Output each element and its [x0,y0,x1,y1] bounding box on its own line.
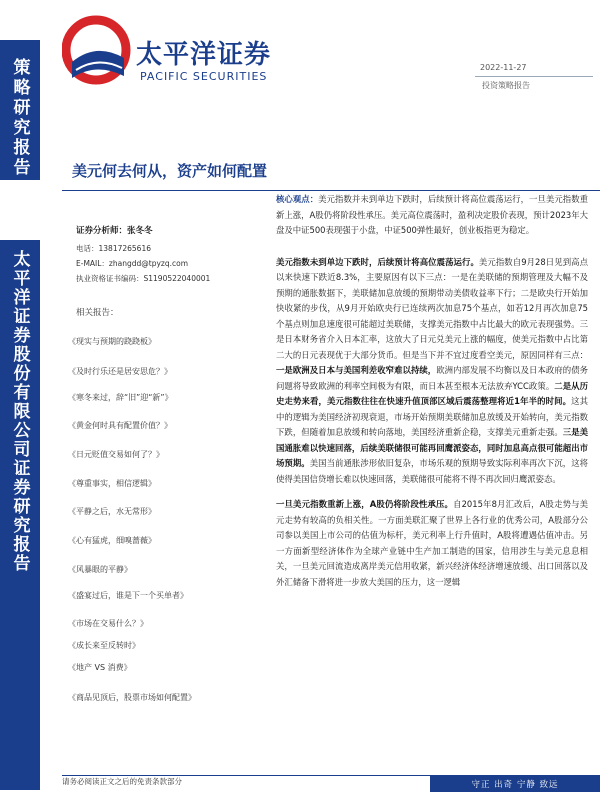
sidebar-report-category: 策略研究报告 [9,58,30,178]
summary-lead: 核心观点： [276,194,319,204]
related-report-item[interactable]: 《现实与预期的跷跷板》 [68,337,156,346]
related-report-item[interactable]: 《黄金何时具有配置价值？》 [68,421,172,430]
footer-disclaimer: 请务必阅读正文之后的免责条款部分 [62,777,182,786]
related-report-item[interactable]: 《地产 VS 消费》 [68,663,132,672]
related-report-item[interactable]: 《寒冬来过，辞“旧”迎“新”》 [68,393,173,402]
related-report-item[interactable]: 《日元贬值交易如何了？》 [68,450,164,459]
report-date: 2022-11-27 [480,63,527,72]
report-type: 投资策略报告 [482,81,530,90]
section1-point1: 一是欧洲及日本与美国利差收窄难以持续， [276,365,437,375]
analyst-name: 证券分析师：张冬冬 [76,226,153,236]
footer-motto: 守正 出奇 宁静 致远 [430,775,600,792]
related-report-item[interactable]: 《平静之后，水无常形》 [68,507,156,516]
sidebar [0,0,40,792]
section2-body: 自2015年8月汇改后，A股走势与美元走势有较高的负相关性。一方面美联汇聚了世界上各行业的优秀公司，A股部分公司参以美国上市公司的估值为标杆，美元利率上行升值时，A股将遭遇估值冲击。另一方面新型经济体作为全球产业链中生产加工制造的国家，信用涉生与美元息息相关，一旦美元回流造成离岸美元信用收紧，新兴经济体经济增速放缓、出口回落以及外汇储备下滑将进一步放大美国的压力，这一逻辑 [276,499,589,587]
section2-paragraph [276,497,588,590]
analyst-email[interactable]: E-MAIL：zhangdd@tpyzq.com [76,259,188,268]
company-logo [62,12,272,92]
section2-heading: 一旦美元指数重新上涨，A股仍将阶段性承压。 [276,499,454,509]
report-title: 美元何去何从，资产如何配置 [72,162,268,180]
summary-text: 美元指数并未到单边下跌时，后续预计将高位震荡运行，一旦美元指数重新上涨，A股仍将阶段性承压。美元高位震荡时，盈利决定股价表现，预计2023年大盘及中证500表现强于小盘，中证500弹性最好，创业板指更为稳定。 [276,194,588,235]
report-body [276,192,588,590]
section1-paragraph [276,255,588,488]
analyst-license: 执业资格证书编码：S1190522040001 [76,274,211,283]
pacific-logo-icon [62,12,134,92]
section1-point3: 三是美国通胀难以快速回落，后续美联储很可能再回鹰派姿态，同时加息高点很可能超出市场预期。 [276,427,589,468]
company-name-cn: 太平洋证券 [136,40,272,70]
analyst-phone: 电话：13817265616 [76,244,151,253]
related-report-item[interactable]: 《风暴眼的平静》 [68,565,132,574]
related-report-item[interactable]: 《及时行乐还是居安思危？》 [68,367,172,376]
sidebar-bottom-band [0,240,40,790]
summary-paragraph [276,192,588,239]
related-report-item[interactable]: 《心有猛虎，细嗅蔷薇》 [68,536,156,545]
related-report-item[interactable]: 《商品见顶后，股票市场如何配置》 [68,693,196,702]
related-report-item[interactable]: 《市场在交易什么？》 [68,619,148,628]
section1-body3: 这其中的逻辑为美国经济初现衰退，市场开始预期美联储加息放缓及开始转向，美元指数下跌，但随着加息放缓和转向落地，美国经济重新企稳，支撑美元重新走强。 [276,396,589,437]
section1-body1: 美元指数自9月28日见到高点以来快速下跌近8.3%，主要原因有以下三点：一是在美联储的预期管理及大幅不及预期的通胀数据下，美联储加息放缓的预期带动美债收益率下行；二是欧央行开始加快收紧的步伐，从9月开始欧央行已连续两次加息75个基点，如若12月再次加息75个基点则加息速度很可能超过美联储，支撑美元指数中占比最大的欧元表现强势。三是日本财务省介入日本汇率，这放大了日元兑美元上涨的幅度，使美元指数中占比第二大的日元表现优于大部分货币。但是当下并不宜过度看空美元，原因同样有三点： [276,256,588,360]
related-report-item[interactable]: 《成长来至反转时》 [68,641,140,650]
section1-body4: 美国当前通胀涉形依旧复杂，市场乐观的预期导致实际利率再次下沉，这将使得美国信贷增长难以快速回落，美联储很可能将不得不再次回归鹰派姿态。 [276,458,589,484]
section1-heading: 美元指数未到单边下跌时，后续预计将高位震荡运行。 [276,256,479,267]
related-report-item[interactable]: 《盛宴过后，谁是下一个买单者》 [68,591,188,600]
title-divider [62,190,600,191]
related-reports-heading: 相关报告： [76,308,119,318]
company-name-en: PACIFIC SECURITIES [140,70,268,83]
section1-body2: 欧洲内部发展不均衡以及日本政府的债务问题将导致欧洲的利率空间极为有限，而日本甚至根本无法放弃YCC政策。 [276,365,589,391]
sidebar-company-label: 太平洋证券股份有限公司证券研究报告 [9,250,30,573]
sidebar-top-band [0,40,40,180]
related-report-item[interactable]: 《尊重事实，相信逻辑》 [68,479,156,488]
section1-point2: 二是从历史走势来看，美元指数往往在快速升值顶部区域后震荡整理将近1年半的时间。 [276,380,588,406]
header-divider [475,76,593,77]
